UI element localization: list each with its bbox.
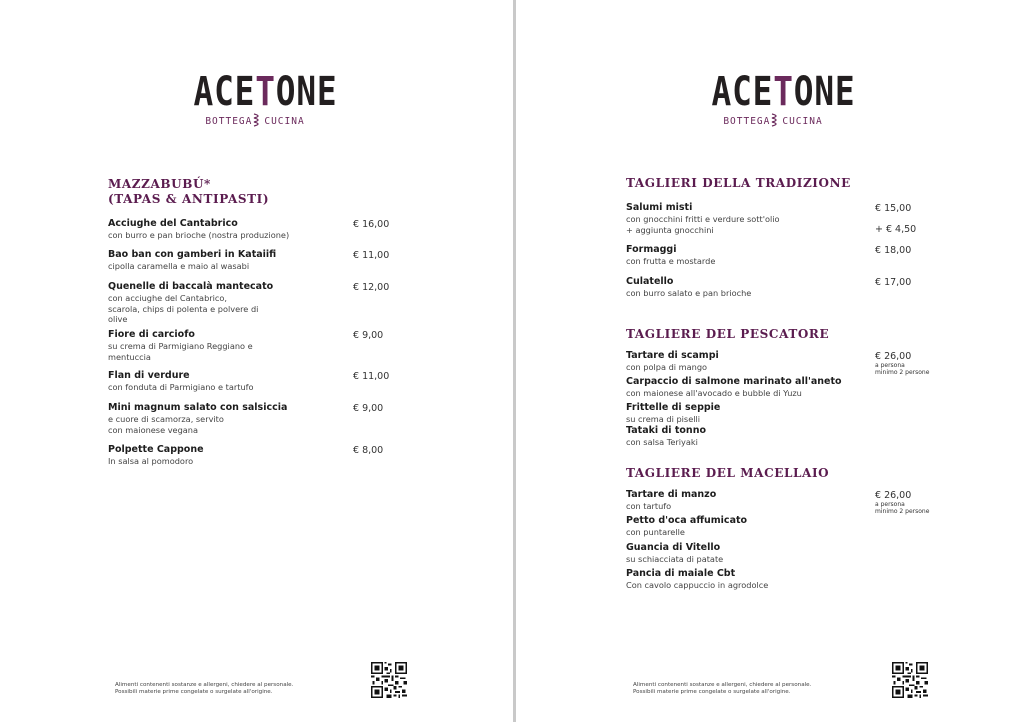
logo-wordmark: ACETONE [193, 69, 338, 115]
logo-subtitle: BOTTEGA CUCINA [180, 113, 330, 127]
logo-wordmark: ACETONE [711, 69, 856, 115]
qr-code-icon [892, 662, 928, 698]
menu-item-price: € 12,00 [353, 282, 390, 293]
menu-item-price: € 11,00 [353, 250, 390, 261]
menu-item: Pancia di maiale Cbt Con cavolo cappuccio in agrodolce [626, 568, 769, 590]
brand-logo [698, 69, 856, 127]
section-title-tapas: MAZZABUBÚ* (TAPAS & ANTIPASTI) [108, 177, 270, 206]
menu-item: Acciughe del Cantabrico con burro e pan brioche (nostra produzione) [108, 218, 290, 240]
allergen-footer: Alimenti contenenti sostanze e allergeni, chiedere al personale. Possibili materie prime congelate o surgelate all'origine. [115, 682, 294, 695]
menu-item: Flan di verdure con fonduta di Parmigiano e tartufo [108, 370, 254, 392]
menu-item: Mini magnum salato con salsiccia e cuore di scamorza, servito con maionese vegana [108, 402, 288, 435]
menu-item: Tartare di manzo con tartufo [626, 489, 717, 511]
menu-item-price: € 8,00 [353, 445, 384, 456]
allergen-footer: Alimenti contenenti sostanze e allergeni, chiedere al personale. Possibili materie prime congelate o surgelate all'origine. [633, 682, 812, 695]
menu-item: Polpette Cappone In salsa al pomodoro [108, 444, 204, 466]
menu-item: Petto d'oca affumicato con puntarelle [626, 515, 748, 537]
corkscrew-icon [252, 113, 264, 127]
menu-item-price: € 9,00 [353, 330, 384, 341]
menu-item: Quenelle di baccalà mantecato con acciughe del Cantabrico, scarola, chips di polenta e polvere di olive [108, 281, 274, 324]
menu-page-right [516, 0, 1024, 722]
menu-item: Carpaccio di salmone marinato all'aneto con maionese all'avocado e bubble di Yuzu [626, 376, 842, 398]
section-title-macellaio: TAGLIERE DEL MACELLAIO [626, 466, 830, 480]
menu-item-price: € 17,00 [875, 277, 912, 288]
qr-code-icon [371, 662, 407, 698]
menu-item-price: € 16,00 [353, 219, 390, 230]
logo-subtitle: BOTTEGA CUCINA [698, 113, 848, 127]
menu-item-price: € 11,00 [353, 371, 390, 382]
menu-item: Guancia di Vitello su schiacciata di patate [626, 542, 724, 564]
menu-item: Tartare di scampi con polpa di mango [626, 350, 719, 372]
tagliere-price-note: a persona minimo 2 persone [875, 501, 930, 515]
menu-item: Frittelle di seppie su crema di piselli [626, 402, 721, 424]
section-title-tradizione: TAGLIERI DELLA TRADIZIONE [626, 176, 851, 190]
menu-item: Culatello con burro salato e pan brioche [626, 276, 752, 298]
section-title-pescatore: TAGLIERE DEL PESCATORE [626, 327, 830, 341]
menu-item: Bao ban con gamberi in Kataiifi cipolla caramella e maio al wasabi [108, 249, 277, 271]
menu-item-price: € 15,00 [875, 203, 912, 214]
menu-item: Fiore di carciofo su crema di Parmigiano Reggiano e mentuccia [108, 329, 253, 362]
corkscrew-icon [770, 113, 782, 127]
tagliere-price: € 26,00 [875, 490, 912, 501]
tagliere-price-note: a persona minimo 2 persone [875, 362, 930, 376]
menu-item-price: € 18,00 [875, 245, 912, 256]
brand-logo [180, 69, 338, 127]
menu-item: Salumi misti con gnocchini fritti e verdure sott'olio + aggiunta gnocchini [626, 202, 780, 235]
menu-item: Formaggi con frutta e mostarde [626, 244, 716, 266]
menu-item: Tataki di tonno con salsa Teriyaki [626, 425, 706, 447]
menu-item-extra-price: + € 4,50 [875, 224, 917, 235]
tagliere-price: € 26,00 [875, 351, 912, 362]
menu-item-price: € 9,00 [353, 403, 384, 414]
